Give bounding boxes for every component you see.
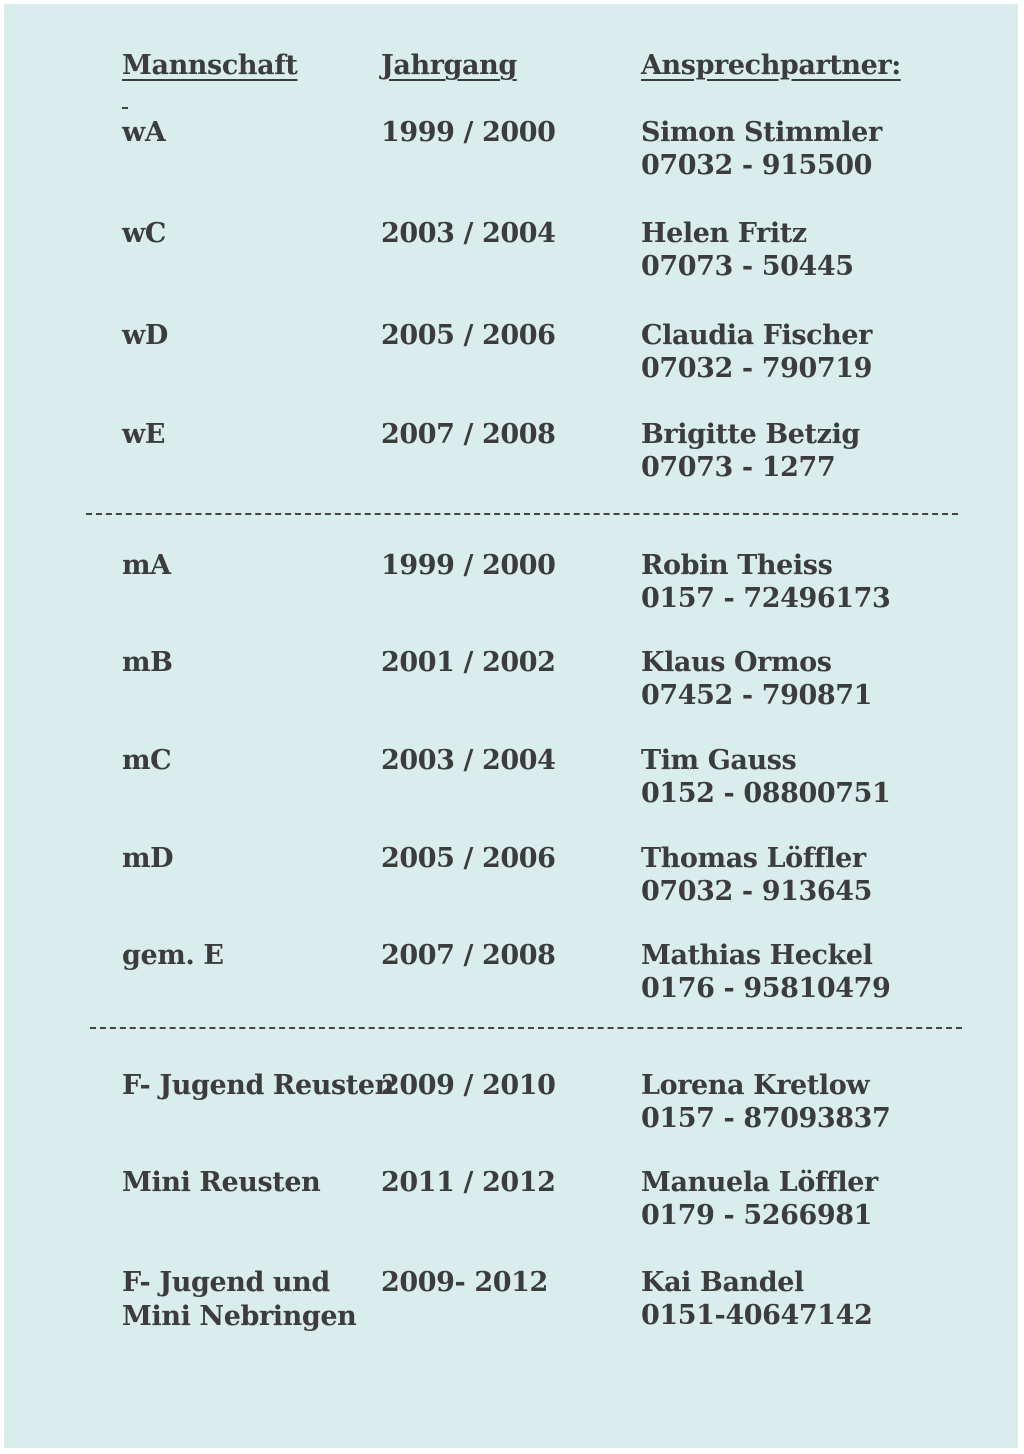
team-year: 2009 / 2010	[381, 1070, 556, 1101]
contact-phone: 07073 - 50445	[641, 251, 854, 282]
contact-phone: 0157 - 72496173	[641, 583, 891, 614]
team-name: mD	[122, 843, 174, 874]
contact-name: Claudia Fischer	[641, 320, 873, 351]
team-name-line2: Mini Nebringen	[122, 1301, 357, 1332]
team-name: F- Jugend Reusten	[122, 1070, 394, 1101]
contact-name: Klaus Ormos	[641, 647, 832, 678]
team-year: 1999 / 2000	[381, 550, 556, 581]
team-name: wC	[122, 218, 166, 249]
team-name: Mini Reusten	[122, 1167, 321, 1198]
team-year: 2011 / 2012	[381, 1167, 556, 1198]
contact-name: Tim Gauss	[641, 745, 797, 776]
contact-name: Manuela Löffler	[641, 1167, 878, 1198]
team-name: mB	[122, 647, 173, 678]
team-name: gem. E	[122, 940, 224, 971]
contact-name: Mathias Heckel	[641, 940, 873, 971]
dashed-divider	[86, 513, 958, 515]
contact-name: Thomas Löffler	[641, 843, 866, 874]
team-name: F- Jugend und	[122, 1267, 330, 1298]
team-year: 2003 / 2004	[381, 218, 556, 249]
team-name: wD	[122, 320, 168, 351]
team-name: mA	[122, 550, 171, 581]
contact-name: Simon Stimmler	[641, 117, 882, 148]
contact-name: Helen Fritz	[641, 218, 807, 249]
contact-name: Kai Bandel	[641, 1267, 804, 1298]
header-team: Mannschaft	[122, 50, 298, 81]
team-year: 2005 / 2006	[381, 320, 556, 351]
team-name: wA	[122, 117, 166, 148]
team-year: 2005 / 2006	[381, 843, 556, 874]
contact-phone: 0157 - 87093837	[641, 1103, 891, 1134]
team-year: 2001 / 2002	[381, 647, 556, 678]
team-year: 2007 / 2008	[381, 419, 556, 450]
contact-phone: 0176 - 95810479	[641, 973, 891, 1004]
document-page	[4, 4, 1018, 1448]
stray-mark	[122, 107, 128, 109]
contact-phone: 07452 - 790871	[641, 680, 873, 711]
contact-name: Brigitte Betzig	[641, 419, 860, 450]
dashed-divider	[90, 1027, 962, 1029]
team-name: wE	[122, 419, 166, 450]
team-year: 2003 / 2004	[381, 745, 556, 776]
header-contact: Ansprechpartner:	[641, 50, 901, 81]
team-year: 1999 / 2000	[381, 117, 556, 148]
contact-name: Lorena Kretlow	[641, 1070, 870, 1101]
team-name: mC	[122, 745, 172, 776]
team-year: 2009- 2012	[381, 1267, 548, 1298]
contact-phone: 07032 - 790719	[641, 353, 873, 384]
contact-phone: 0179 - 5266981	[641, 1200, 873, 1231]
team-year: 2007 / 2008	[381, 940, 556, 971]
contact-phone: 0152 - 08800751	[641, 778, 891, 809]
contact-phone: 07032 - 913645	[641, 876, 873, 907]
contact-phone: 07032 - 915500	[641, 150, 873, 181]
contact-name: Robin Theiss	[641, 550, 833, 581]
contact-phone: 07073 - 1277	[641, 452, 836, 483]
contact-phone: 0151-40647142	[641, 1300, 873, 1331]
header-year: Jahrgang	[381, 50, 517, 81]
